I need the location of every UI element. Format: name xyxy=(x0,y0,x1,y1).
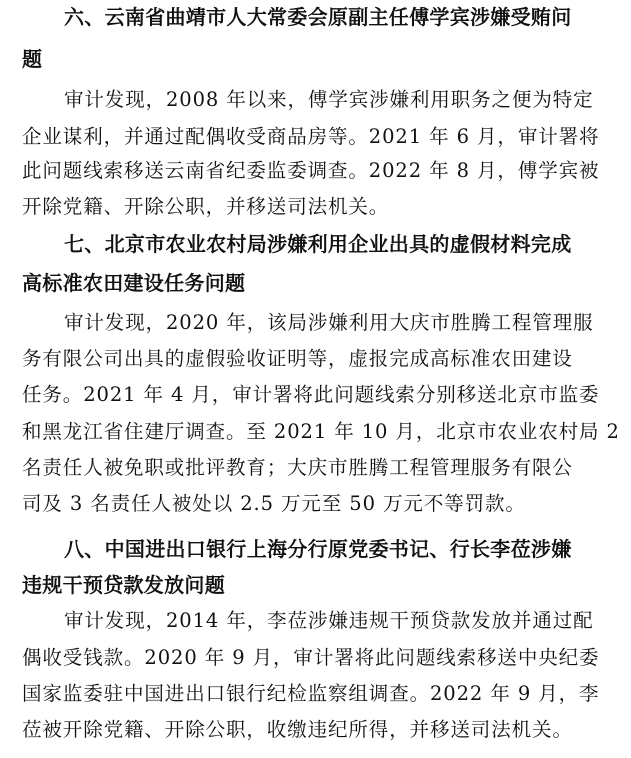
section-8-body-line-4: 莅被开除党籍、开除公职，收缴违纪所得，并移送司法机关。 xyxy=(22,718,573,741)
section-8-body-line-3: 国家监委驻中国进出口银行纪检监察组调查。2022 年 9 月，李 xyxy=(22,682,600,705)
section-7-body-line-5: 名责任人被免职或批评教育；大庆市胜腾工程管理服务有限公 xyxy=(22,456,573,479)
section-7-body-line-6: 司及 3 名责任人被处以 2.5 万元至 50 万元不等罚款。 xyxy=(22,492,526,515)
section-6-body-line-4: 开除党籍、开除公职，并移送司法机关。 xyxy=(22,195,390,218)
section-7-heading-line-2: 高标准农田建设任务问题 xyxy=(22,271,246,295)
section-7-body-line-1: 审计发现，2020 年，该局涉嫌利用大庆市胜腾工程管理服 xyxy=(64,311,594,334)
section-6-body-line-3: 此问题线索移送云南省纪委监委调查。2022 年 8 月，傅学宾被 xyxy=(22,159,600,182)
section-6-heading-line-2: 题 xyxy=(22,47,43,71)
section-8-heading-line-1: 八、中国进出口银行上海分行原党委书记、行长李莅涉嫌 xyxy=(64,537,572,561)
section-7-body-line-2: 务有限公司出具的虚假验收证明等，虚报完成高标准农田建设 xyxy=(22,347,573,370)
section-7-body-line-3: 任务。2021 年 4 月，审计署将此问题线索分别移送北京市监委 xyxy=(22,383,600,406)
section-6-heading-line-1: 六、云南省曲靖市人大常委会原副主任傅学宾涉嫌受贿问 xyxy=(64,5,572,29)
section-8-body-line-1: 审计发现，2014 年，李莅涉嫌违规干预贷款发放并通过配 xyxy=(64,609,594,632)
section-6-body-line-1: 审计发现，2008 年以来，傅学宾涉嫌利用职务之便为特定 xyxy=(64,88,594,111)
section-6-body-line-2: 企业谋利，并通过配偶收受商品房等。2021 年 6 月，审计署将 xyxy=(22,125,600,148)
section-7-heading-line-1: 七、北京市农业农村局涉嫌利用企业出具的虚假材料完成 xyxy=(64,232,572,256)
section-8-body-line-2: 偶收受钱款。2020 年 9 月，审计署将此问题线索移送中央纪委 xyxy=(22,646,600,669)
section-8-heading-line-2: 违规干预贷款发放问题 xyxy=(22,573,225,597)
section-7-body-line-4: 和黑龙江省住建厅调查。至 2021 年 10 月，北京市农业农村局 2 xyxy=(22,420,620,443)
